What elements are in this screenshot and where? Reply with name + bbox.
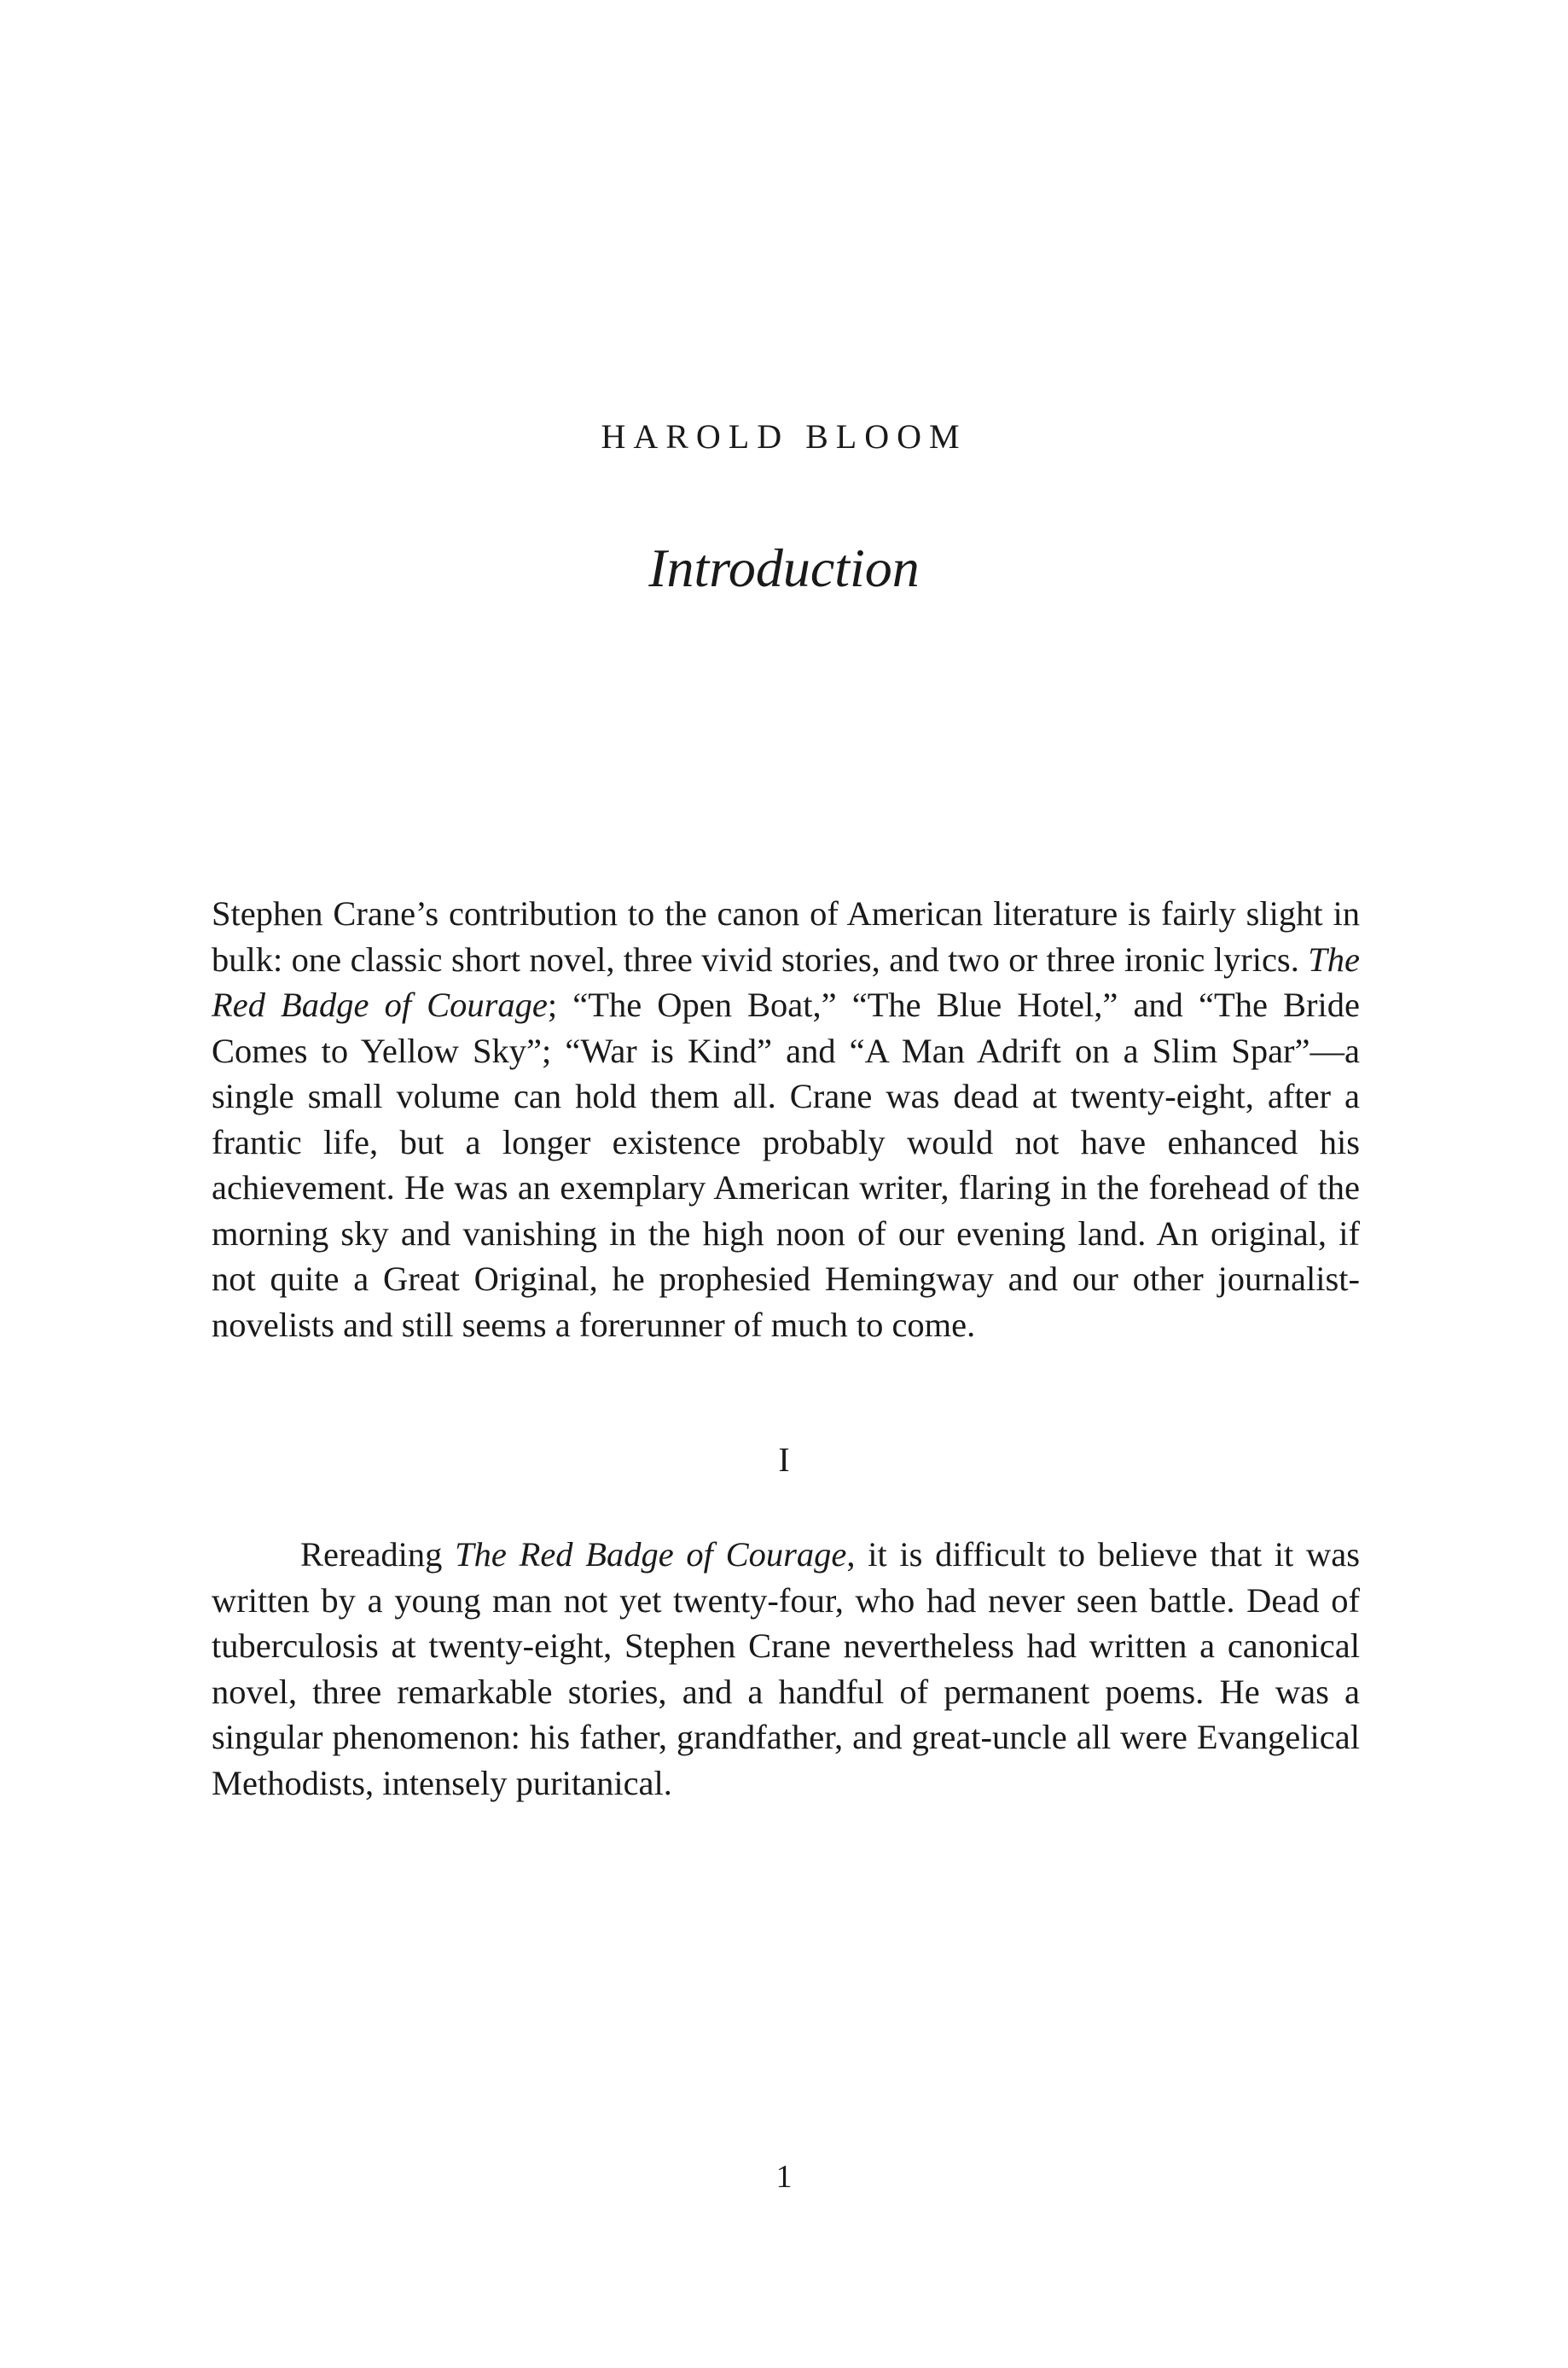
intro-paragraph [212,891,1360,1347]
section-one-book-title: The Red Badge of Courage [455,1535,847,1574]
author-name: HAROLD BLOOM [601,417,967,456]
chapter-title: Introduction [648,538,920,598]
intro-text-part-1: Stephen Crane’s contribution to the canon of American literature is fairly slight in bulk: one classic short novel, three vivid stories, and two or three ironic lyrics. [212,894,1360,979]
section-one-paragraph [212,1532,1360,1806]
intro-book-title: The Red Badge of Courage [212,940,1360,1024]
section-one-text-part-1: Rereading [300,1535,456,1574]
intro-text-part-2: ; “The Open Boat,” “The Blue Hotel,” and “The Bride Comes to Yellow Sky”; “War is Kind” and “A Man Adrift on a Slim Spar”—a single small volume can hold them all. Crane was dead at twenty-eight, after a frantic life, but a longer existence probably would not have enhanced his achievement. He was an exemplary American writer, flaring in the forehead of the morning sky and vanishing in the high noon of our evening land. An original, if not quite a Great Original, he prophesied Hemingway and our other journalist-novelists and still seems a forerunner of much to come. [212,986,1360,1344]
section-one-text-part-2: , it is difficult to believe that it was written by a young man not yet twenty-four, who had never seen battle. Dead of tuberculosis at twenty-eight, Stephen Crane nevertheless had written a canonical novel, three remarkable stories, and a handful of permanent poems. He was a singular phenomenon: his father, grandfather, and great-uncle all were Evangelical Methodists, intensely puritanical. [212,1535,1360,1802]
section-number: I [778,1440,790,1479]
page-number: 1 [775,2159,793,2195]
